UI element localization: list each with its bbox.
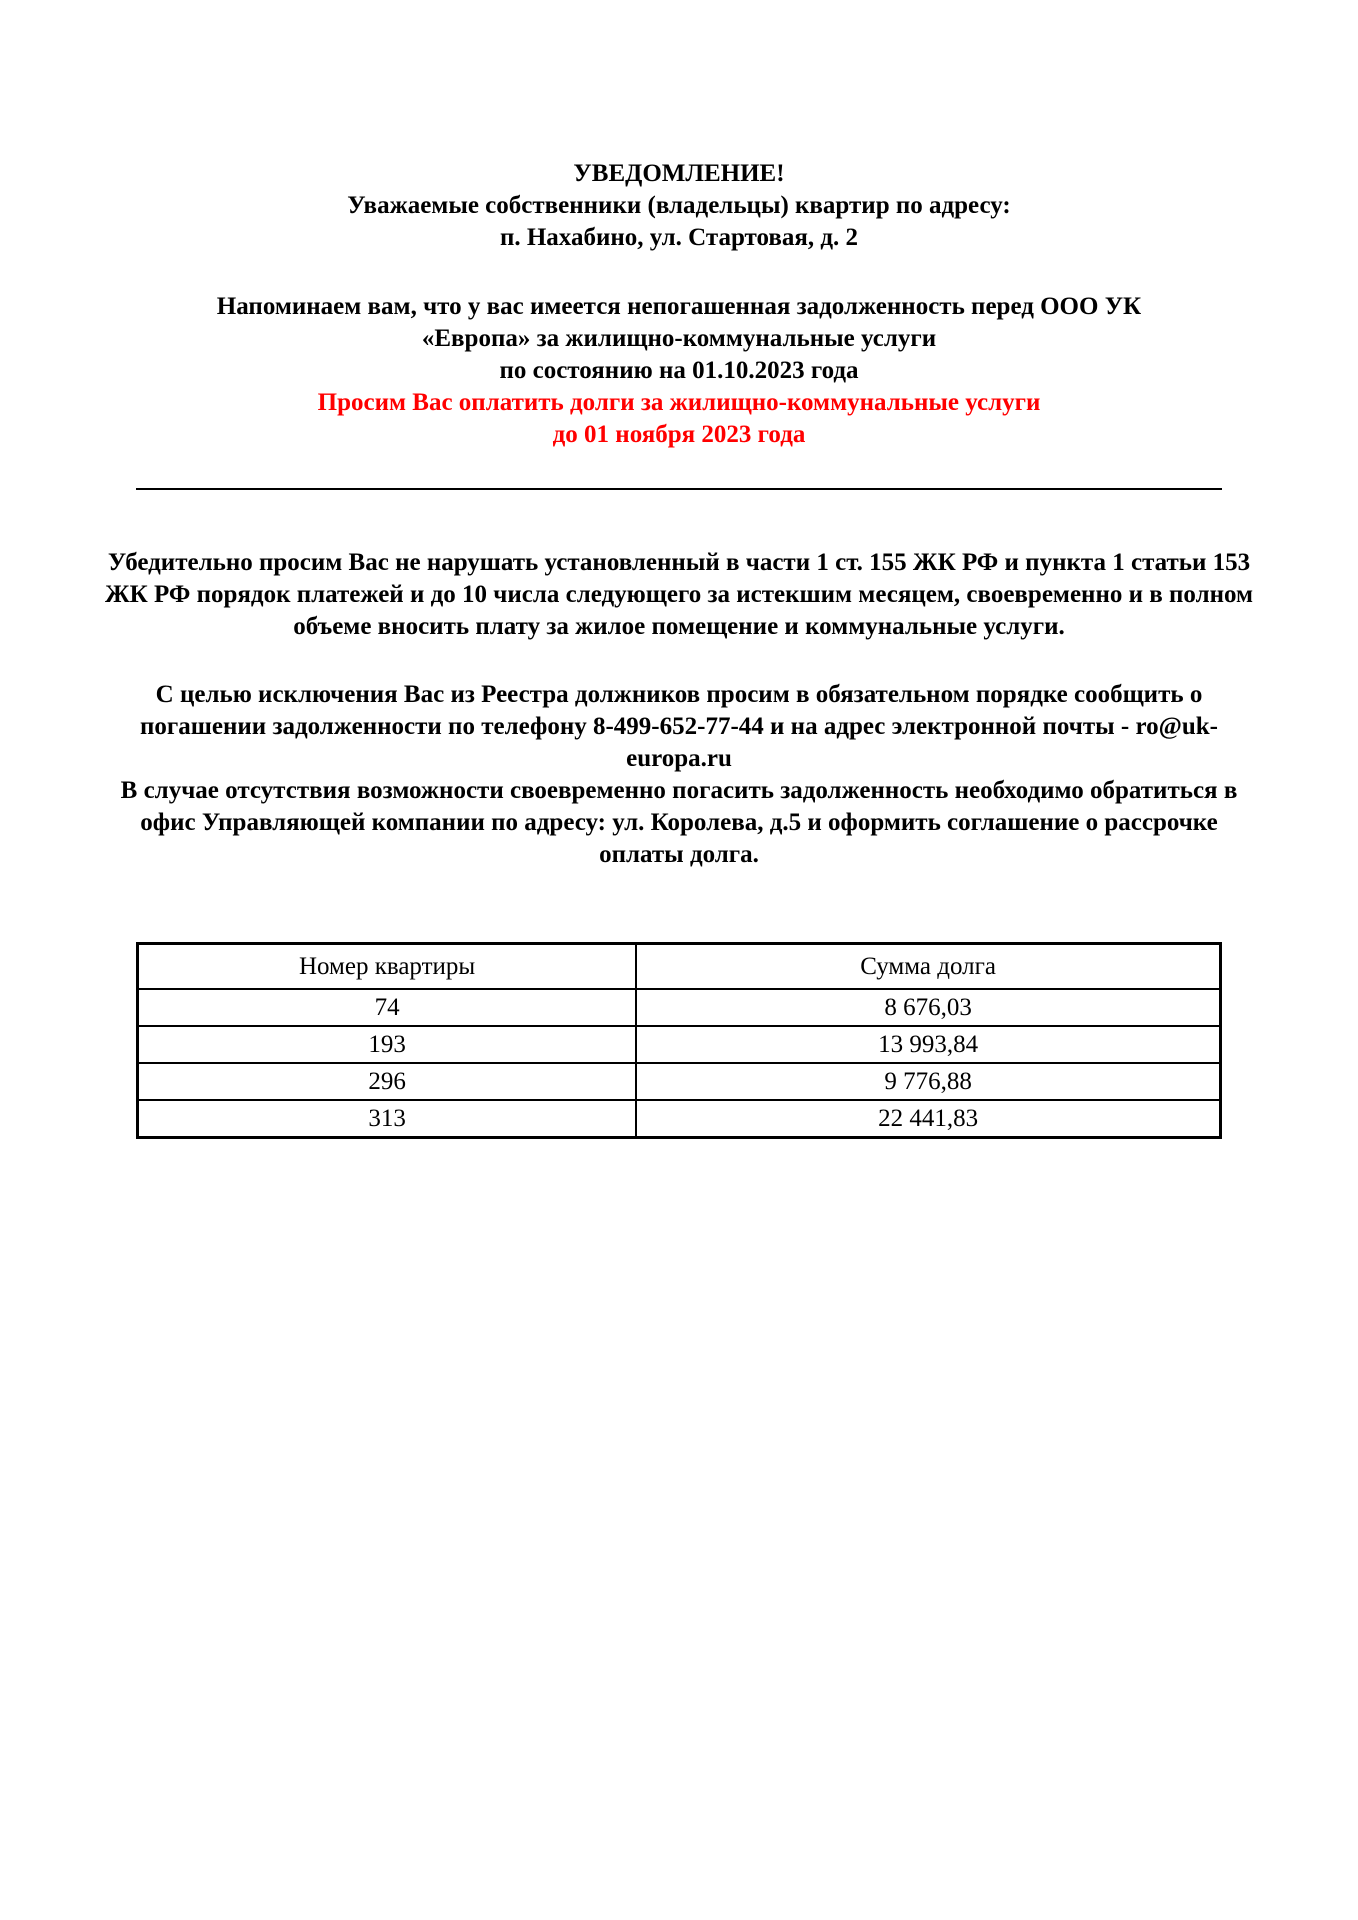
notice-title: УВЕДОМЛЕНИЕ! bbox=[573, 160, 785, 187]
paragraph2-line-5: офис Управляющей компании по адресу: ул. Королева, д.5 и оформить соглашение о рассрочке bbox=[140, 809, 1218, 836]
debt-amount-cell: 13 993,84 bbox=[636, 1026, 1220, 1063]
debt-amount-cell: 22 441,83 bbox=[636, 1100, 1220, 1138]
paragraph2-line-6: оплаты долга. bbox=[599, 841, 759, 868]
apartment-number-cell: 296 bbox=[138, 1063, 637, 1100]
paragraph2-line-1: С целью исключения Вас из Реестра должников просим в обязательном порядке сообщить о bbox=[155, 681, 1203, 708]
table-row bbox=[138, 1063, 1221, 1100]
reminder-line-3: по состоянию на 01.10.2023 года bbox=[499, 357, 859, 384]
apartment-number-cell: 193 bbox=[138, 1026, 637, 1063]
address-line-1: Уважаемые собственники (владельцы) квартир по адресу: bbox=[347, 192, 1011, 219]
paragraph1-line-2: ЖК РФ порядок платежей и до 10 числа следующего за истекшим месяцем, своевременно и в полном bbox=[104, 581, 1254, 608]
paragraph1-line-1: Убедительно просим Вас не нарушать установленный в части 1 ст. 155 ЖК РФ и пункта 1 статьи 153 bbox=[107, 549, 1251, 576]
debt-amount-cell: 8 676,03 bbox=[636, 989, 1220, 1026]
address-line-2: п. Нахабино, ул. Стартовая, д. 2 bbox=[499, 224, 859, 251]
payment-order-paragraph bbox=[0, 547, 1358, 643]
paragraph2-line-2: погашении задолженности по телефону 8-499-652-77-44 и на адрес электронной почты - ro@uk- bbox=[140, 713, 1218, 740]
paragraph2-line-3: europa.ru bbox=[626, 745, 732, 772]
header-apartment-number: Номер квартиры bbox=[138, 944, 637, 990]
paragraph1-line-3: объеме вносить плату за жилое помещение и коммунальные услуги. bbox=[293, 613, 1065, 640]
debt-reminder bbox=[0, 291, 1358, 451]
header-debt-amount: Сумма долга bbox=[636, 944, 1220, 990]
debt-table bbox=[136, 942, 1222, 1139]
apartment-number-cell: 74 bbox=[138, 989, 637, 1026]
apartment-number-cell: 313 bbox=[138, 1100, 637, 1138]
table-header-row bbox=[138, 944, 1221, 990]
reminder-line-1: Напоминаем вам, что у вас имеется непогашенная задолженность перед ООО УК bbox=[216, 293, 1142, 320]
table-row bbox=[138, 1026, 1221, 1063]
payment-request-line-1: Просим Вас оплатить долги за жилищно-коммунальные услуги bbox=[317, 389, 1041, 416]
reminder-line-2: «Европа» за жилищно-коммунальные услуги bbox=[421, 325, 937, 352]
table-row bbox=[138, 1100, 1221, 1138]
debt-amount-cell: 9 776,88 bbox=[636, 1063, 1220, 1100]
registry-paragraph bbox=[0, 679, 1358, 871]
payment-deadline: до 01 ноября 2023 года bbox=[552, 421, 806, 448]
table-row bbox=[138, 989, 1221, 1026]
notice-header bbox=[0, 158, 1358, 254]
paragraph2-line-4: В случае отсутствия возможности своевременно погасить задолженность необходимо обратиться в bbox=[120, 777, 1238, 804]
divider-line bbox=[136, 488, 1222, 490]
